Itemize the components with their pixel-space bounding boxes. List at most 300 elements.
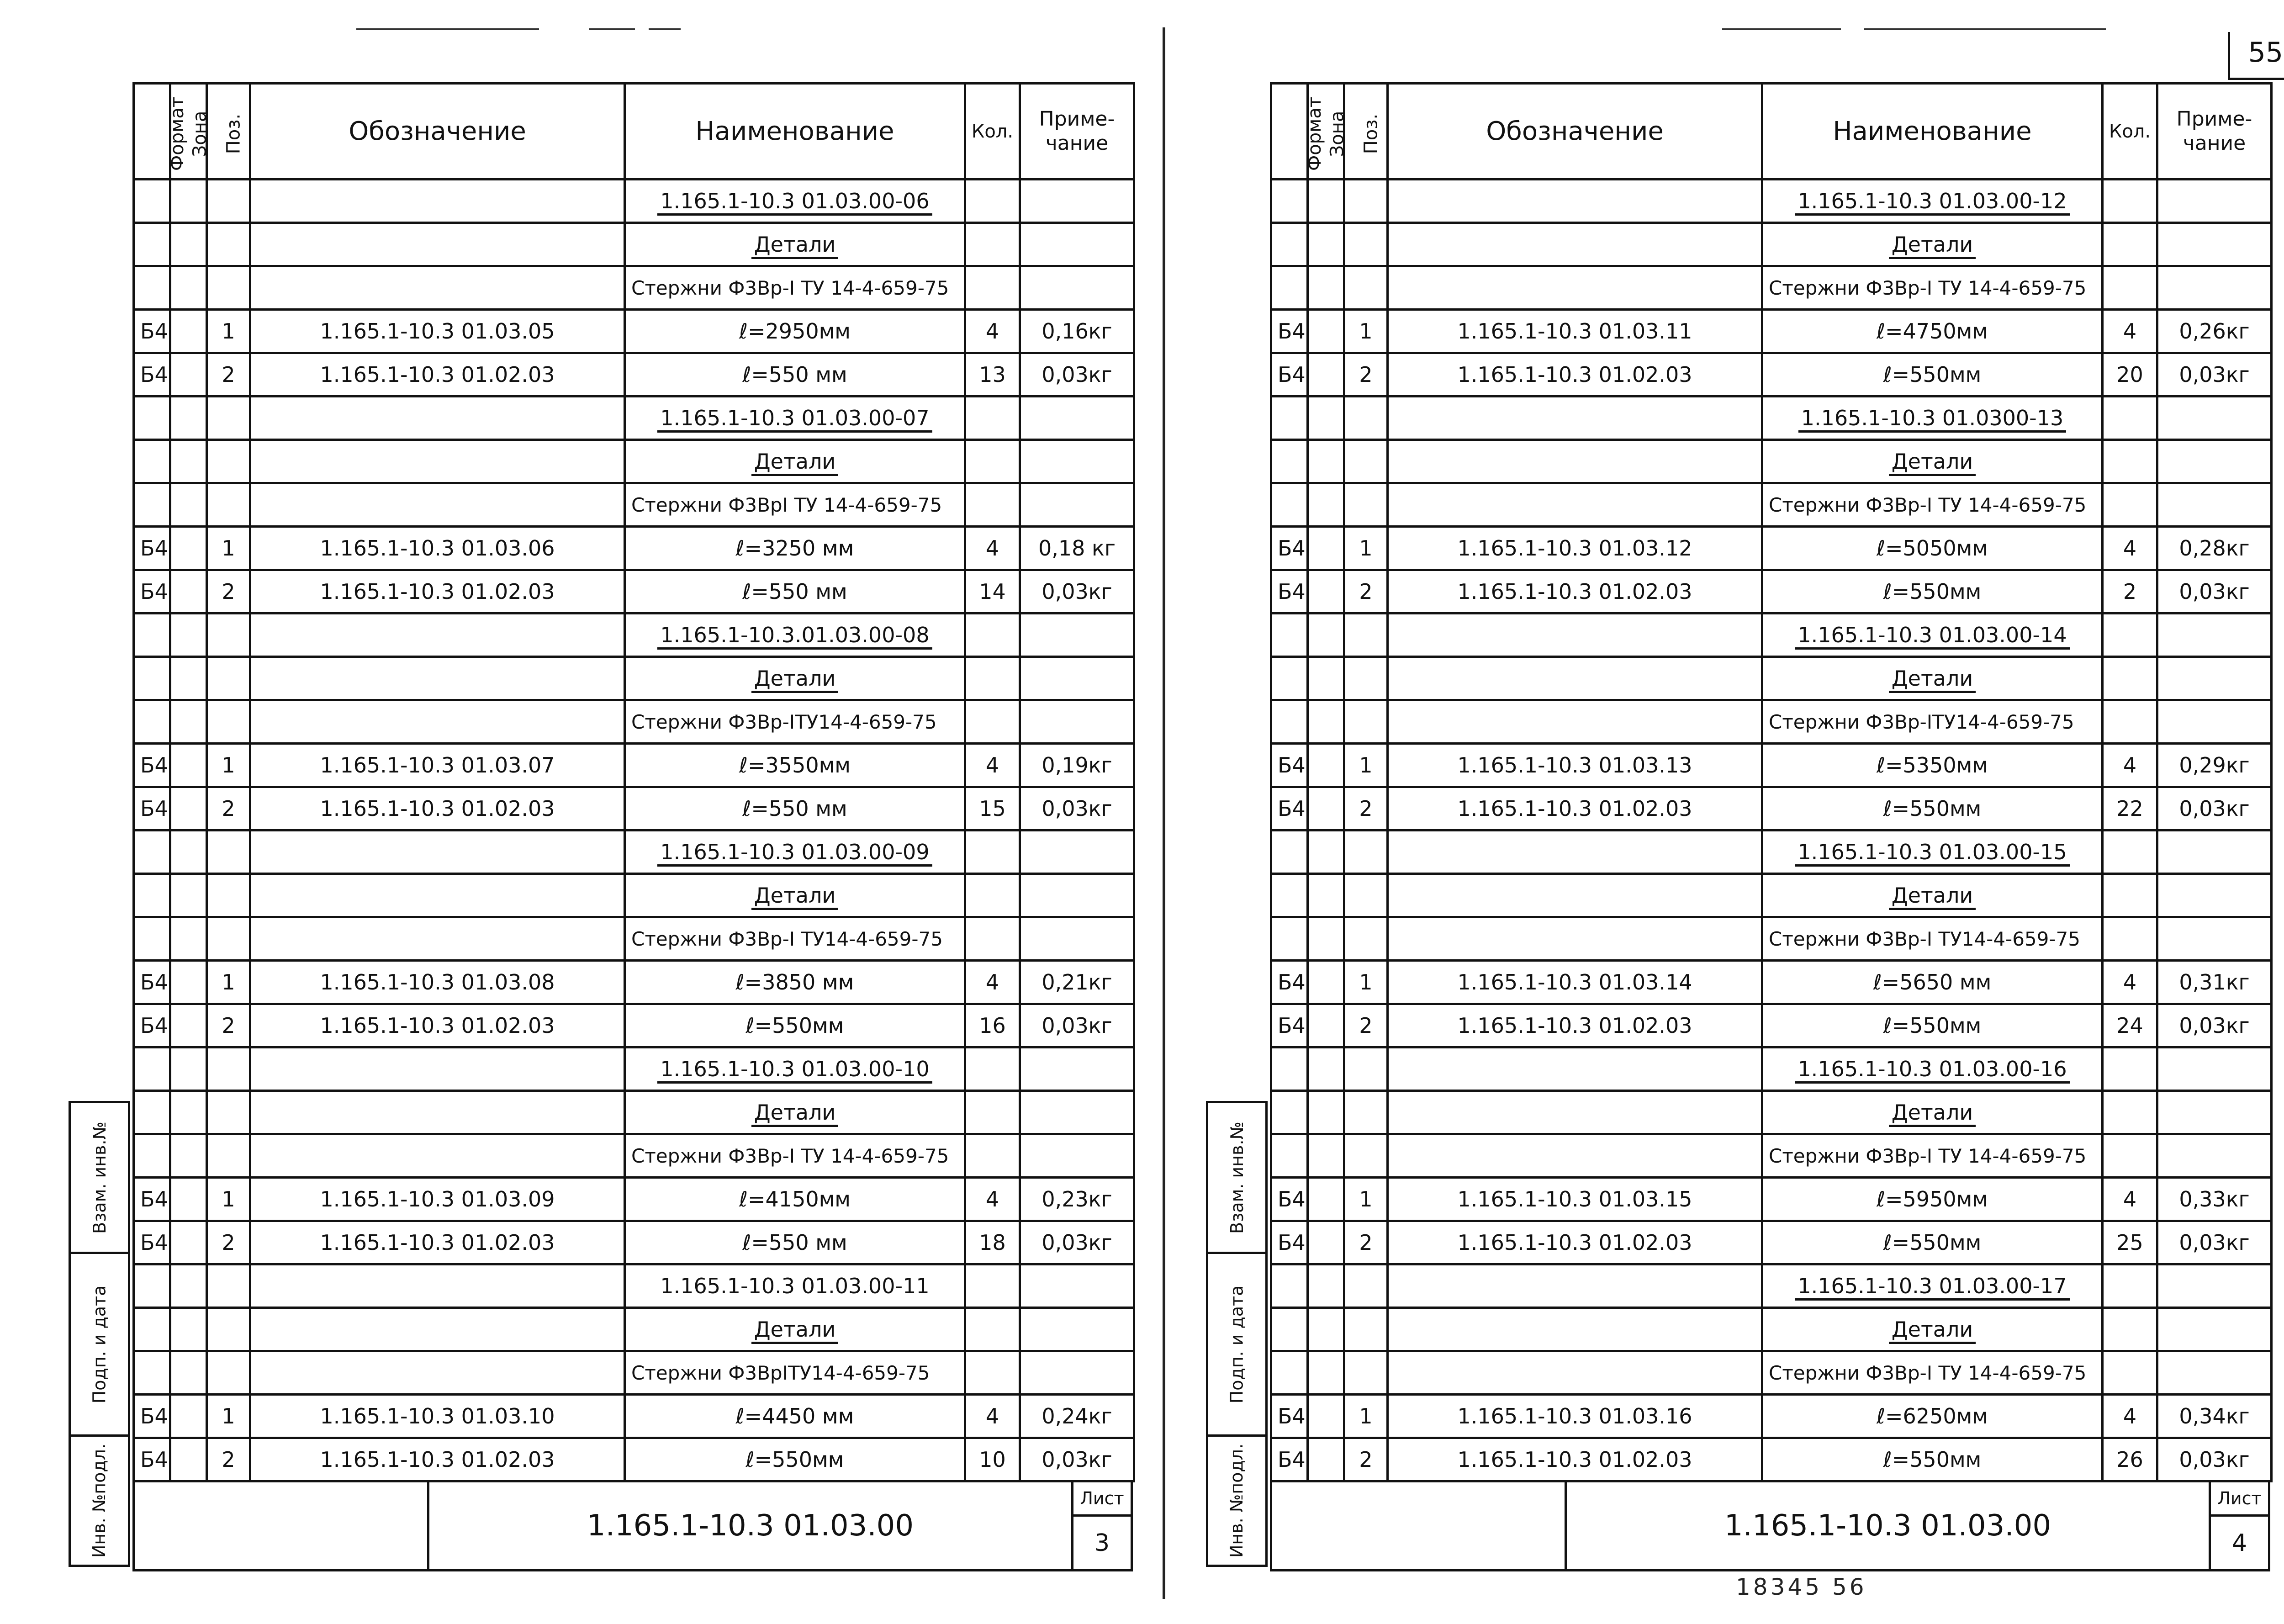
designation-cell	[1388, 614, 1762, 657]
designation-cell	[1388, 440, 1762, 483]
table-row	[1271, 353, 2272, 397]
header-name: Наименование	[1762, 84, 2103, 180]
zone-cell	[1308, 1395, 1344, 1438]
format-cell	[1271, 223, 1308, 266]
pos-cell: 1	[1344, 527, 1388, 570]
format-cell	[1271, 657, 1308, 700]
fold-line	[1163, 27, 1165, 1599]
name-cell: ℓ=550мм	[1762, 353, 2103, 397]
table-row	[134, 1004, 1134, 1047]
table-row	[1271, 744, 2272, 787]
name-cell: ℓ=2950мм	[625, 310, 965, 353]
document-code: 1.165.1-10.3 01.03.00	[1567, 1482, 2211, 1569]
table-row	[134, 570, 1134, 614]
designation-cell: 1.165.1-10.3 01.02.03	[250, 570, 625, 614]
pos-cell	[207, 483, 250, 527]
table-row	[134, 223, 1134, 266]
name-cell	[625, 1091, 965, 1134]
format-cell: Б4	[134, 310, 170, 353]
format-cell	[134, 874, 170, 917]
table-row	[134, 1264, 1134, 1308]
zone-cell	[1308, 614, 1344, 657]
note-cell	[2157, 483, 2272, 527]
name-cell	[625, 180, 965, 223]
note-cell	[1020, 917, 1134, 961]
note-cell: 0,19кг	[1020, 744, 1134, 787]
table-row	[1271, 917, 2272, 961]
qty-cell: 10	[965, 1438, 1020, 1481]
zone-cell	[1308, 310, 1344, 353]
qty-cell	[2103, 1091, 2157, 1134]
qty-cell	[965, 831, 1020, 874]
note-cell: 0,03кг	[1020, 1438, 1134, 1481]
table-row	[134, 310, 1134, 353]
material-label: Стержни Ф3Вр-I ТУ14-4-659-75	[1769, 927, 2080, 950]
table-row	[1271, 614, 2272, 657]
material-label: Стержни Ф3Вр-I ТУ14-4-659-75	[631, 927, 943, 950]
table-row	[1271, 657, 2272, 700]
note-cell	[2157, 440, 2272, 483]
name-cell	[1762, 874, 2103, 917]
pos-cell: 1	[207, 744, 250, 787]
name-cell: ℓ=4750мм	[1762, 310, 2103, 353]
format-cell: Б4	[134, 744, 170, 787]
name-cell	[1762, 440, 2103, 483]
pos-cell	[1344, 266, 1388, 310]
table-row	[1271, 874, 2272, 917]
designation-cell: 1.165.1-10.3 01.02.03	[250, 1438, 625, 1481]
table-row	[134, 353, 1134, 397]
note-cell	[1020, 614, 1134, 657]
variant-code: 1.165.1-10.3 01.03.00-09	[657, 840, 932, 867]
zone-cell	[1308, 1438, 1344, 1481]
format-cell	[1271, 1264, 1308, 1308]
qty-cell	[965, 266, 1020, 310]
qty-cell	[965, 657, 1020, 700]
designation-cell	[250, 831, 625, 874]
qty-cell	[965, 917, 1020, 961]
note-cell	[2157, 1351, 2272, 1395]
qty-cell: 4	[965, 310, 1020, 353]
note-cell	[2157, 874, 2272, 917]
format-cell: Б4	[1271, 310, 1308, 353]
name-cell: ℓ=550 мм	[625, 1221, 965, 1264]
pos-cell	[1344, 657, 1388, 700]
zone-cell	[1308, 266, 1344, 310]
variant-code: 1.165.1-10.3 01.03.00-06	[657, 189, 932, 216]
note-cell	[2157, 1091, 2272, 1134]
section-heading: Детали	[751, 666, 839, 693]
pos-cell: 2	[207, 787, 250, 831]
zone-cell	[1308, 874, 1344, 917]
designation-cell	[1388, 657, 1762, 700]
designation-cell	[250, 266, 625, 310]
name-cell: ℓ=3250 мм	[625, 527, 965, 570]
header-pos: Поз.	[1344, 84, 1388, 180]
table-row	[134, 614, 1134, 657]
side-sign: Подп. и дата	[1208, 1254, 1265, 1437]
qty-cell: 4	[2103, 310, 2157, 353]
format-cell: Б4	[134, 353, 170, 397]
section-heading: Детали	[751, 232, 839, 259]
zone-cell	[1308, 570, 1344, 614]
format-cell: Б4	[1271, 1438, 1308, 1481]
pos-cell	[207, 397, 250, 440]
designation-cell: 1.165.1-10.3 01.02.03	[1388, 353, 1762, 397]
zone-cell	[170, 353, 207, 397]
designation-cell	[1388, 397, 1762, 440]
table-row	[1271, 440, 2272, 483]
name-cell	[625, 831, 965, 874]
table-row	[1271, 1091, 2272, 1134]
note-cell	[1020, 831, 1134, 874]
note-cell: 0,23кг	[1020, 1178, 1134, 1221]
name-cell: ℓ=3550мм	[625, 744, 965, 787]
note-cell	[1020, 1264, 1134, 1308]
designation-cell: 1.165.1-10.3 01.02.03	[1388, 1221, 1762, 1264]
material-label: Стержни Ф3Вр-I ТУ 14-4-659-75	[1769, 493, 2087, 516]
pos-cell: 2	[1344, 1004, 1388, 1047]
format-cell	[134, 700, 170, 744]
pos-cell: 2	[1344, 787, 1388, 831]
pos-cell	[207, 266, 250, 310]
note-cell	[1020, 397, 1134, 440]
qty-cell: 14	[965, 570, 1020, 614]
zone-cell	[1308, 1091, 1344, 1134]
format-cell	[134, 1351, 170, 1395]
zone-cell	[1308, 1134, 1344, 1178]
header-designation: Обозначение	[250, 84, 625, 180]
qty-cell: 25	[2103, 1221, 2157, 1264]
sheet-box	[2211, 1482, 2268, 1569]
format-cell: Б4	[134, 527, 170, 570]
zone-cell	[170, 440, 207, 483]
qty-cell	[965, 1264, 1020, 1308]
zone-cell	[170, 1047, 207, 1091]
designation-cell: 1.165.1-10.3 01.02.03	[250, 787, 625, 831]
pos-cell: 1	[207, 527, 250, 570]
designation-cell: 1.165.1-10.3 01.02.03	[1388, 570, 1762, 614]
header-note: Приме-чание	[1020, 84, 1134, 180]
designation-cell	[250, 397, 625, 440]
name-cell	[1762, 1047, 2103, 1091]
sheet-label: Лист	[2211, 1482, 2268, 1517]
note-cell: 0,03кг	[1020, 353, 1134, 397]
table-row	[134, 1351, 1134, 1395]
note-cell	[1020, 874, 1134, 917]
section-heading: Детали	[1889, 883, 1976, 910]
material-label: Стержни Ф3Вр-IТУ14-4-659-75	[631, 710, 937, 733]
designation-cell	[250, 1047, 625, 1091]
zone-cell	[170, 223, 207, 266]
designation-cell: 1.165.1-10.3 01.02.03	[250, 353, 625, 397]
zone-cell	[170, 1438, 207, 1481]
name-cell	[1762, 1308, 2103, 1351]
zone-cell	[1308, 787, 1344, 831]
qty-cell	[965, 440, 1020, 483]
qty-cell: 20	[2103, 353, 2157, 397]
zone-cell	[1308, 440, 1344, 483]
format-cell: Б4	[1271, 744, 1308, 787]
qty-cell: 4	[2103, 527, 2157, 570]
qty-cell	[2103, 614, 2157, 657]
qty-cell	[2103, 1308, 2157, 1351]
page-number: 55	[2228, 32, 2284, 80]
table-row	[134, 1134, 1134, 1178]
sheet-number: 3	[1094, 1529, 1110, 1557]
designation-cell: 1.165.1-10.3 01.03.12	[1388, 527, 1762, 570]
pos-cell	[1344, 874, 1388, 917]
designation-cell	[1388, 1351, 1762, 1395]
qty-cell	[965, 1091, 1020, 1134]
section-heading: Детали	[751, 883, 839, 910]
table-row	[1271, 1308, 2272, 1351]
designation-cell	[1388, 831, 1762, 874]
variant-code: 1.165.1-10.3 01.03.00-17	[1795, 1274, 2069, 1301]
name-cell	[1762, 180, 2103, 223]
pos-cell	[207, 223, 250, 266]
format-cell	[134, 1047, 170, 1091]
format-cell	[134, 266, 170, 310]
pos-cell	[207, 700, 250, 744]
note-cell	[2157, 614, 2272, 657]
qty-cell: 13	[965, 353, 1020, 397]
section-heading: Детали	[751, 1100, 839, 1127]
table-row	[1271, 1221, 2272, 1264]
spec-table-right	[1270, 82, 2273, 1482]
name-cell	[1762, 831, 2103, 874]
qty-cell	[2103, 917, 2157, 961]
zone-cell	[170, 1091, 207, 1134]
name-cell: ℓ=550мм	[1762, 570, 2103, 614]
pos-cell	[1344, 1264, 1388, 1308]
qty-cell	[965, 397, 1020, 440]
name-cell	[625, 440, 965, 483]
designation-cell	[250, 440, 625, 483]
pos-cell: 2	[1344, 570, 1388, 614]
qty-cell: 4	[2103, 744, 2157, 787]
variant-code: 1.165.1-10.3 01.03.00-15	[1795, 840, 2069, 867]
name-cell	[625, 614, 965, 657]
designation-cell	[1388, 180, 1762, 223]
table-row	[134, 1047, 1134, 1091]
zone-cell	[170, 1178, 207, 1221]
table-row	[134, 657, 1134, 700]
note-cell	[2157, 1047, 2272, 1091]
qty-cell	[2103, 1351, 2157, 1395]
pos-cell	[207, 1134, 250, 1178]
table-row	[1271, 483, 2272, 527]
name-cell	[625, 700, 965, 744]
qty-cell: 18	[965, 1221, 1020, 1264]
name-cell	[625, 1351, 965, 1395]
qty-cell	[2103, 1134, 2157, 1178]
pos-cell: 2	[207, 1438, 250, 1481]
format-cell: Б4	[134, 1395, 170, 1438]
designation-cell	[1388, 1134, 1762, 1178]
format-cell	[1271, 1351, 1308, 1395]
zone-cell	[1308, 1178, 1344, 1221]
format-cell	[1271, 917, 1308, 961]
designation-cell: 1.165.1-10.3 01.02.03	[250, 1004, 625, 1047]
table-row	[1271, 1264, 2272, 1308]
zone-cell	[170, 310, 207, 353]
sheet-label: Лист	[1073, 1482, 1131, 1517]
note-cell	[2157, 1308, 2272, 1351]
table-row	[134, 266, 1134, 310]
pos-cell	[1344, 1134, 1388, 1178]
note-cell: 0,29кг	[2157, 744, 2272, 787]
zone-cell	[1308, 961, 1344, 1004]
designation-cell: 1.165.1-10.3 01.03.08	[250, 961, 625, 1004]
note-cell: 0,21кг	[1020, 961, 1134, 1004]
zone-cell	[1308, 744, 1344, 787]
name-cell: ℓ=550мм	[1762, 1438, 2103, 1481]
pos-cell	[207, 874, 250, 917]
designation-cell	[250, 1308, 625, 1351]
note-cell	[2157, 266, 2272, 310]
side-vzam: Взам. инв.№	[1208, 1103, 1265, 1254]
pos-cell	[207, 1264, 250, 1308]
zone-cell	[1308, 1221, 1344, 1264]
table-row	[1271, 1047, 2272, 1091]
qty-cell: 4	[2103, 1178, 2157, 1221]
variant-code: 1.165.1-10.3 01.03.00-14	[1795, 623, 2069, 650]
format-cell	[134, 1308, 170, 1351]
zone-cell	[1308, 657, 1344, 700]
qty-cell: 24	[2103, 1004, 2157, 1047]
pos-cell	[207, 657, 250, 700]
side-stamp-left	[69, 1101, 130, 1567]
pos-cell	[207, 180, 250, 223]
name-cell	[625, 874, 965, 917]
designation-cell: 1.165.1-10.3 01.03.06	[250, 527, 625, 570]
qty-cell	[965, 1308, 1020, 1351]
variant-code: 1.165.1-10.3 01.03.00-16	[1795, 1057, 2069, 1084]
note-cell	[1020, 180, 1134, 223]
qty-cell	[2103, 223, 2157, 266]
material-label: Стержни Ф3ВрIТУ14-4-659-75	[631, 1361, 930, 1384]
pos-cell: 2	[207, 1004, 250, 1047]
header-name: Наименование	[625, 84, 965, 180]
pos-cell	[207, 614, 250, 657]
designation-cell	[250, 657, 625, 700]
pos-cell	[1344, 180, 1388, 223]
section-heading: Детали	[1889, 1100, 1976, 1127]
zone-cell	[1308, 1004, 1344, 1047]
qty-cell: 4	[965, 961, 1020, 1004]
table-row	[134, 700, 1134, 744]
designation-cell	[250, 223, 625, 266]
table-row	[1271, 1395, 2272, 1438]
pos-cell: 1	[1344, 744, 1388, 787]
name-cell: ℓ=550мм	[1762, 787, 2103, 831]
pos-cell: 1	[207, 1178, 250, 1221]
table-row	[134, 440, 1134, 483]
name-cell	[625, 266, 965, 310]
pos-cell: 2	[1344, 1221, 1388, 1264]
note-cell	[1020, 223, 1134, 266]
format-cell: Б4	[134, 570, 170, 614]
pos-cell	[1344, 1091, 1388, 1134]
zone-cell	[170, 483, 207, 527]
zone-cell	[1308, 700, 1344, 744]
pos-cell: 2	[1344, 353, 1388, 397]
qty-cell	[2103, 831, 2157, 874]
designation-cell	[250, 1134, 625, 1178]
designation-cell	[250, 180, 625, 223]
qty-cell	[965, 1351, 1020, 1395]
zone-cell	[170, 700, 207, 744]
pos-cell	[1344, 223, 1388, 266]
table-row	[134, 527, 1134, 570]
note-cell: 0,03кг	[2157, 1438, 2272, 1481]
designation-cell: 1.165.1-10.3 01.03.11	[1388, 310, 1762, 353]
pos-cell: 2	[207, 570, 250, 614]
designation-cell: 1.165.1-10.3 01.03.09	[250, 1178, 625, 1221]
designation-cell: 1.165.1-10.3 01.02.03	[1388, 787, 1762, 831]
pos-cell	[207, 917, 250, 961]
pos-cell: 2	[1344, 1438, 1388, 1481]
name-cell: ℓ=550 мм	[625, 570, 965, 614]
note-cell: 0,33кг	[2157, 1178, 2272, 1221]
qty-cell	[965, 483, 1020, 527]
designation-cell	[250, 874, 625, 917]
note-cell	[1020, 1351, 1134, 1395]
table-row	[134, 961, 1134, 1004]
pos-cell	[207, 1351, 250, 1395]
side-sign: Подп. и дата	[71, 1254, 128, 1437]
pos-cell	[207, 1047, 250, 1091]
designation-cell	[250, 1091, 625, 1134]
note-cell	[1020, 483, 1134, 527]
qty-cell	[2103, 483, 2157, 527]
header-note: Приме-чание	[2157, 84, 2272, 180]
qty-cell: 4	[965, 1178, 1020, 1221]
designation-cell	[250, 1351, 625, 1395]
pos-cell	[1344, 397, 1388, 440]
designation-cell	[1388, 483, 1762, 527]
format-cell	[1271, 700, 1308, 744]
name-cell	[1762, 1351, 2103, 1395]
name-cell: ℓ=6250мм	[1762, 1395, 2103, 1438]
zone-cell	[170, 570, 207, 614]
zone-cell	[1308, 917, 1344, 961]
zone-cell	[170, 1395, 207, 1438]
pos-cell	[1344, 440, 1388, 483]
name-cell: ℓ=550мм	[625, 1438, 965, 1481]
pos-cell	[1344, 483, 1388, 527]
name-cell	[1762, 1091, 2103, 1134]
name-cell: ℓ=3850 мм	[625, 961, 965, 1004]
note-cell	[1020, 1308, 1134, 1351]
sheet-right	[1270, 82, 2270, 1571]
designation-cell: 1.165.1-10.3 01.02.03	[250, 1221, 625, 1264]
table-row	[1271, 787, 2272, 831]
name-cell	[625, 1134, 965, 1178]
note-cell	[2157, 917, 2272, 961]
note-cell: 0,31кг	[2157, 961, 2272, 1004]
zone-cell	[1308, 1351, 1344, 1395]
format-cell	[1271, 874, 1308, 917]
note-cell	[1020, 266, 1134, 310]
designation-cell: 1.165.1-10.3 01.02.03	[1388, 1004, 1762, 1047]
note-cell	[1020, 1134, 1134, 1178]
zone-cell	[170, 1221, 207, 1264]
name-cell	[625, 917, 965, 961]
format-cell	[1271, 614, 1308, 657]
pos-cell	[1344, 1047, 1388, 1091]
